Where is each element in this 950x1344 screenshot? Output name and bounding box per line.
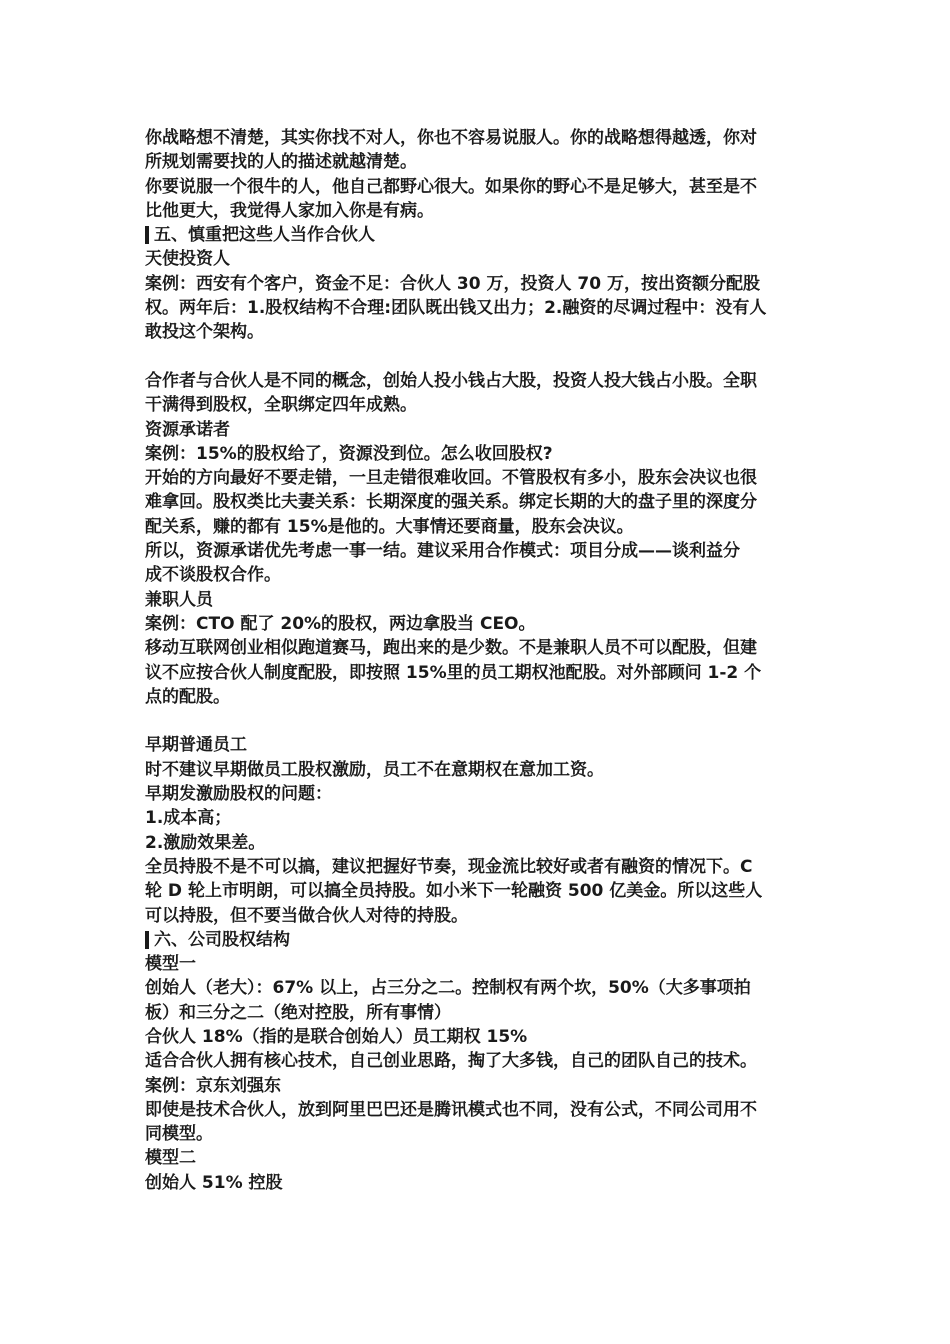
paragraph-line: 点的配股。 (145, 686, 230, 707)
paragraph-line: 同模型。 (145, 1124, 213, 1145)
paragraph-line: 权。两年后：1.股权结构不合理:团队既出钱又出力；2.融资的尽调过程中：没有人 (145, 298, 767, 319)
blank-line (145, 345, 810, 369)
paragraph-line: 适合合伙人拥有核心技术，自己创业思路，掏了大多钱，自己的团队自己的技术。 (145, 1051, 757, 1072)
list-item: 1.成本高； (145, 808, 232, 829)
section-heading-five (145, 223, 810, 247)
paragraph-line: 案例：15%的股权给了，资源没到位。怎么收回股权? (145, 443, 553, 464)
heading-bar-icon (145, 226, 149, 244)
paragraph-line: 全员持股不是不可以搞，建议把握好节奏，现金流比较好或者有融资的情况下。C (145, 856, 753, 877)
paragraph-line: 板）和三分之二（绝对控股，所有事情） (145, 1002, 451, 1023)
paragraph-line: 议不应按合伙人制度配股，即按照 15%里的员工期权池配股。对外部顾问 1-2 个 (145, 662, 762, 683)
paragraph-line: 你要说服一个很牛的人，他自己都野心很大。如果你的野心不是足够大，甚至是不 (145, 176, 757, 197)
subheading-early-employees: 早期普通员工 (145, 735, 247, 756)
paragraph-line: 开始的方向最好不要走错，一旦走错很难收回。不管股权有多小，股东会决议也很 (145, 468, 757, 489)
paragraph-line: 案例：西安有个客户，资金不足：合伙人 30 万，投资人 70 万，按出资额分配股 (145, 273, 760, 294)
paragraph-line: 成不谈股权合作。 (145, 565, 281, 586)
section-heading-six (145, 928, 810, 952)
subheading-resource-promiser: 资源承诺者 (145, 419, 230, 440)
paragraph-line: 移动互联网创业相似跑道赛马，跑出来的是少数。不是兼职人员不可以配股，但建 (145, 638, 757, 659)
paragraph-line: 案例：京东刘强东 (145, 1075, 281, 1096)
paragraph-line: 时不建议早期做员工股权激励，员工不在意期权在意加工资。 (145, 759, 604, 780)
paragraph-line: 轮 D 轮上市明朗，可以搞全员持股。如小米下一轮融资 500 亿美金。所以这些人 (145, 881, 763, 902)
section-heading-text: 六、公司股权结构 (154, 929, 290, 950)
list-item: 2.激励效果差。 (145, 832, 266, 853)
subheading-model-two: 模型二 (145, 1148, 196, 1169)
subheading-part-time-staff: 兼职人员 (145, 589, 213, 610)
paragraph-line: 配关系，赚的都有 15%是他的。大事情还要商量，股东会决议。 (145, 516, 634, 537)
paragraph-line: 创始人 51% 控股 (145, 1172, 283, 1193)
document-body (145, 126, 810, 1195)
paragraph-line: 难拿回。股权类比夫妻关系：长期深度的强关系。绑定长期的大的盘子里的深度分 (145, 492, 757, 513)
paragraph-line: 案例：CTO 配了 20%的股权，两边拿股当 CEO。 (145, 613, 536, 634)
paragraph-line: 即使是技术合伙人，放到阿里巴巴还是腾讯模式也不同，没有公式，不同公司用不 (145, 1099, 757, 1120)
paragraph-line: 可以持股，但不要当做合伙人对待的持股。 (145, 905, 468, 926)
paragraph-line: 你战略想不清楚，其实你找不对人，你也不容易说服人。你的战略想得越透，你对 (145, 128, 757, 148)
paragraph-line: 合作者与合伙人是不同的概念，创始人投小钱占大股，投资人投大钱占小股。全职 (145, 370, 757, 391)
paragraph-line: 早期发激励股权的问题： (145, 784, 332, 805)
paragraph-line: 所以，资源承诺优先考虑一事一结。建议采用合作模式：项目分成——谈利益分 (145, 541, 740, 562)
heading-bar-icon (145, 931, 149, 949)
subheading-model-one: 模型一 (145, 954, 196, 975)
paragraph-line: 比他更大，我觉得人家加入你是有病。 (145, 200, 434, 221)
paragraph-line: 敢投这个架构。 (145, 322, 264, 343)
paragraph-line: 所规划需要找的人的描述就越清楚。 (145, 152, 417, 173)
paragraph-line: 合伙人 18%（指的是联合创始人）员工期权 15% (145, 1026, 528, 1047)
paragraph-line: 创始人（老大）：67% 以上，占三分之二。控制权有两个坎，50%（大多事项拍 (145, 978, 751, 999)
paragraph-line: 干满得到股权，全职绑定四年成熟。 (145, 395, 417, 416)
subheading-angel-investor: 天使投资人 (145, 249, 230, 270)
blank-line (145, 709, 810, 733)
section-heading-text: 五、慎重把这些人当作合伙人 (154, 225, 375, 246)
